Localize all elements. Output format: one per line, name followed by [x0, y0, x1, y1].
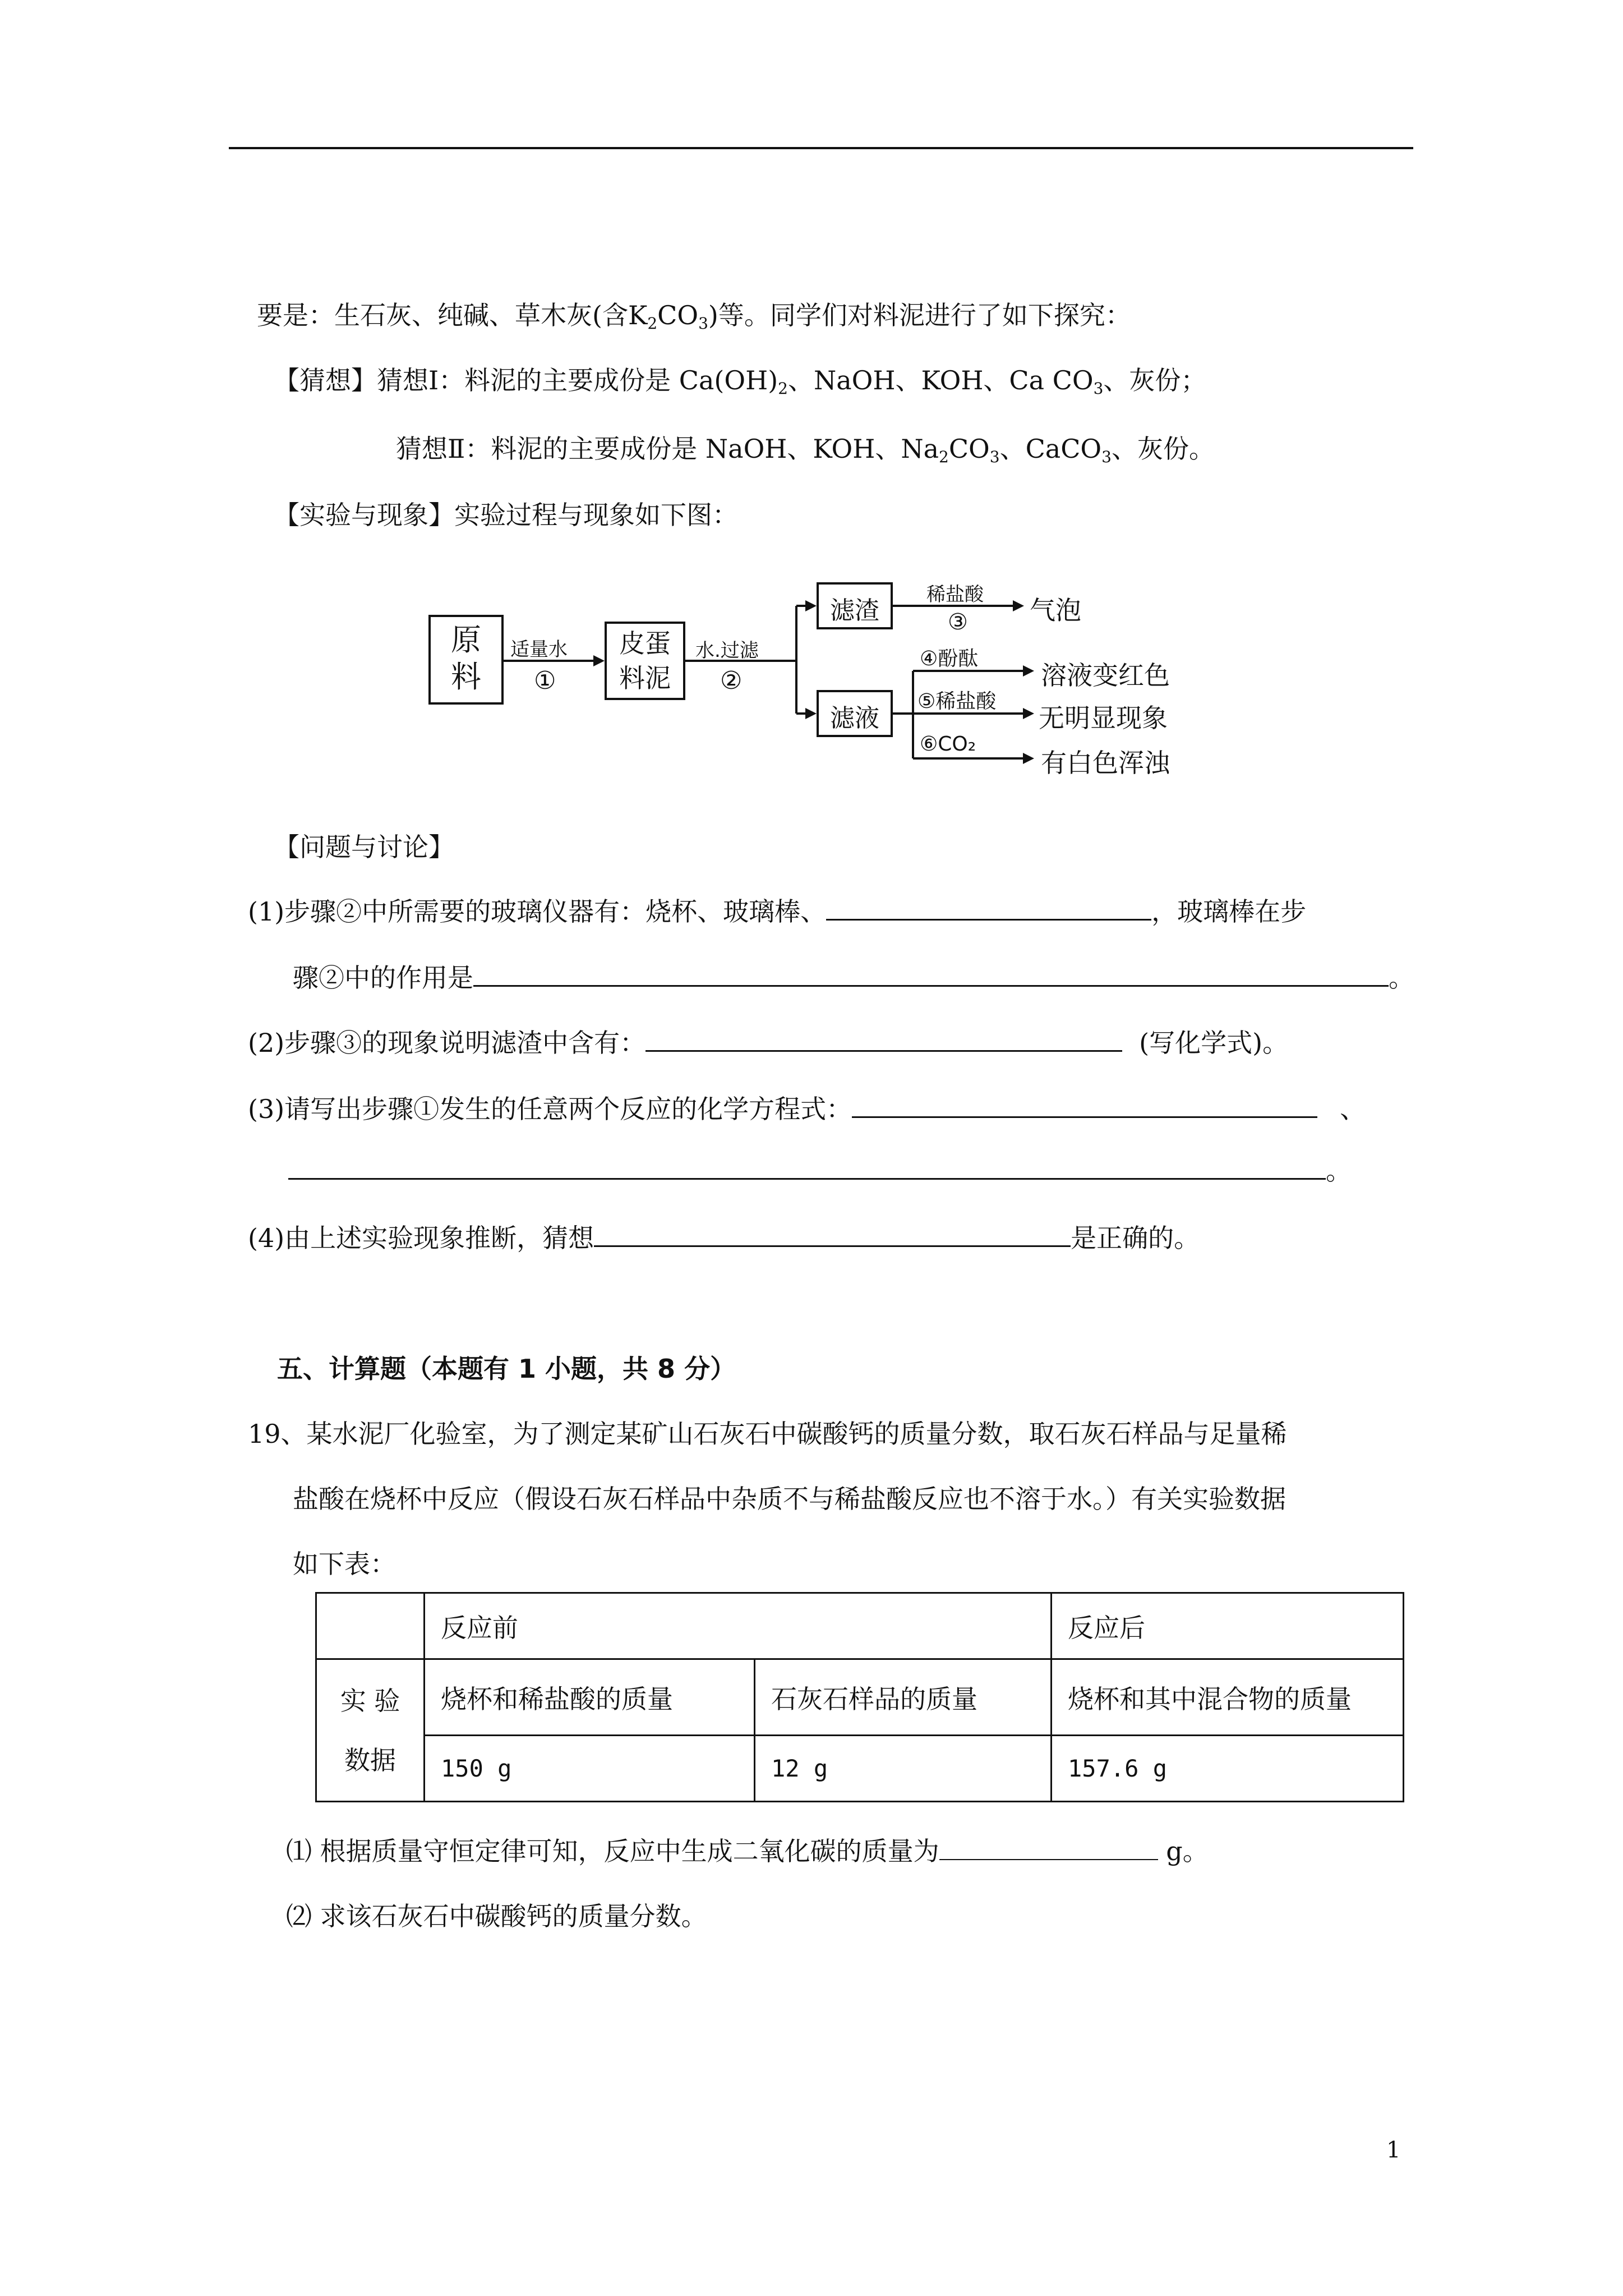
row-label: 实 验 数据 — [316, 1659, 425, 1802]
data-table — [315, 1592, 1404, 1802]
experiment-intro: 【实验与现象】实验过程与现象如下图： — [274, 500, 738, 530]
subquestion-2: ⑵ 求该石灰石中碳酸钙的质量分数。 — [286, 1901, 707, 1931]
step6-label: ⑥CO₂ — [920, 733, 976, 756]
residue-label: 滤渣 — [830, 596, 879, 625]
col-mixture: 烧杯和其中混合物的质量 — [1052, 1659, 1404, 1736]
value-mixture: 157.6 g — [1052, 1736, 1404, 1802]
subquestion-1: ⑴ 根据质量守恒定律可知，反应中生成二氧化碳的质量为 g。 — [286, 1834, 1209, 1868]
result-none: 无明显现象 — [1039, 703, 1168, 733]
answer-blank[interactable] — [288, 1153, 1326, 1180]
raw-material-label: 原 料 — [451, 622, 481, 694]
step3-number: ③ — [948, 609, 968, 635]
problem-19-line3: 如下表： — [293, 1549, 396, 1579]
question-1-cont: 骤②中的作用是 。 — [293, 960, 1414, 995]
discussion-heading: 【问题与讨论】 — [274, 832, 454, 862]
result-bubbles: 气泡 — [1030, 595, 1081, 625]
step2-number: ② — [720, 666, 743, 695]
question-1: (1)步骤②中所需要的玻璃仪器有：烧杯、玻璃棒、 ，玻璃棒在步 — [248, 894, 1306, 928]
step2-reagent: 水.过滤 — [695, 639, 759, 662]
header-before: 反应前 — [425, 1593, 1052, 1659]
question-3-cont: 。 — [288, 1153, 1352, 1188]
value-limestone: 12 g — [755, 1736, 1052, 1802]
problem-19-line1: 19、某水泥厂化验室，为了测定某矿山石灰石中碳酸钙的质量分数，取石灰石样品与足量稀 — [248, 1419, 1287, 1449]
col-beaker-acid: 烧杯和稀盐酸的质量 — [425, 1659, 755, 1736]
answer-blank[interactable] — [939, 1834, 1158, 1860]
question-2: (2)步骤③的现象说明滤渣中含有： (写化学式)。 — [248, 1025, 1288, 1060]
col-limestone: 石灰石样品的质量 — [755, 1659, 1052, 1736]
section5-heading: 五、计算题（本题有 1 小题，共 8 分） — [277, 1354, 736, 1384]
step5-label: ⑤稀盐酸 — [917, 690, 997, 713]
value-beaker-acid: 150 g — [425, 1736, 755, 1802]
header-after: 反应后 — [1052, 1593, 1404, 1659]
step4-label: ④酚酞 — [920, 647, 979, 670]
question-3: (3)请写出步骤①发生的任意两个反应的化学方程式： 、 — [248, 1092, 1366, 1126]
answer-blank[interactable] — [826, 894, 1151, 921]
problem-19-line2: 盐酸在烧杯中反应（假设石灰石样品中杂质不与稀盐酸反应也不溶于水。）有关实验数据 — [293, 1484, 1286, 1514]
result-white: 有白色浑浊 — [1041, 748, 1170, 778]
question-4: (4)由上述实验现象推断，猜想 是正确的。 — [248, 1221, 1200, 1255]
answer-blank[interactable] — [594, 1221, 1071, 1247]
filtrate-label: 滤液 — [830, 704, 879, 733]
step3-reagent: 稀盐酸 — [926, 583, 984, 606]
mud-label: 皮蛋 料泥 — [619, 628, 671, 693]
step1-reagent: 适量水 — [510, 638, 568, 661]
guess-2: 猜想Ⅱ：料泥的主要成份是 NaOH、KOH、$Na_2CO_3$、CaCO$_3$、灰份。 — [396, 434, 1215, 466]
header-rule — [229, 147, 1413, 149]
guess-1: 【猜想】猜想Ⅰ：料泥的主要成份是 $Ca(OH)_2$、NaOH、KOH、Ca $CO_3$、灰份； — [274, 365, 1207, 398]
answer-blank[interactable] — [852, 1092, 1317, 1118]
intro-line: 要是：生石灰、纯碱、草木灰(含$K_2CO_3$)等。同学们对料泥进行了如下探究： — [257, 300, 1131, 333]
page-number: 1 — [1386, 2137, 1401, 2163]
answer-blank[interactable] — [473, 960, 1389, 987]
table-corner — [316, 1593, 425, 1659]
step1-number: ① — [534, 666, 556, 695]
result-red: 溶液变红色 — [1041, 660, 1170, 691]
answer-blank[interactable] — [645, 1025, 1122, 1052]
